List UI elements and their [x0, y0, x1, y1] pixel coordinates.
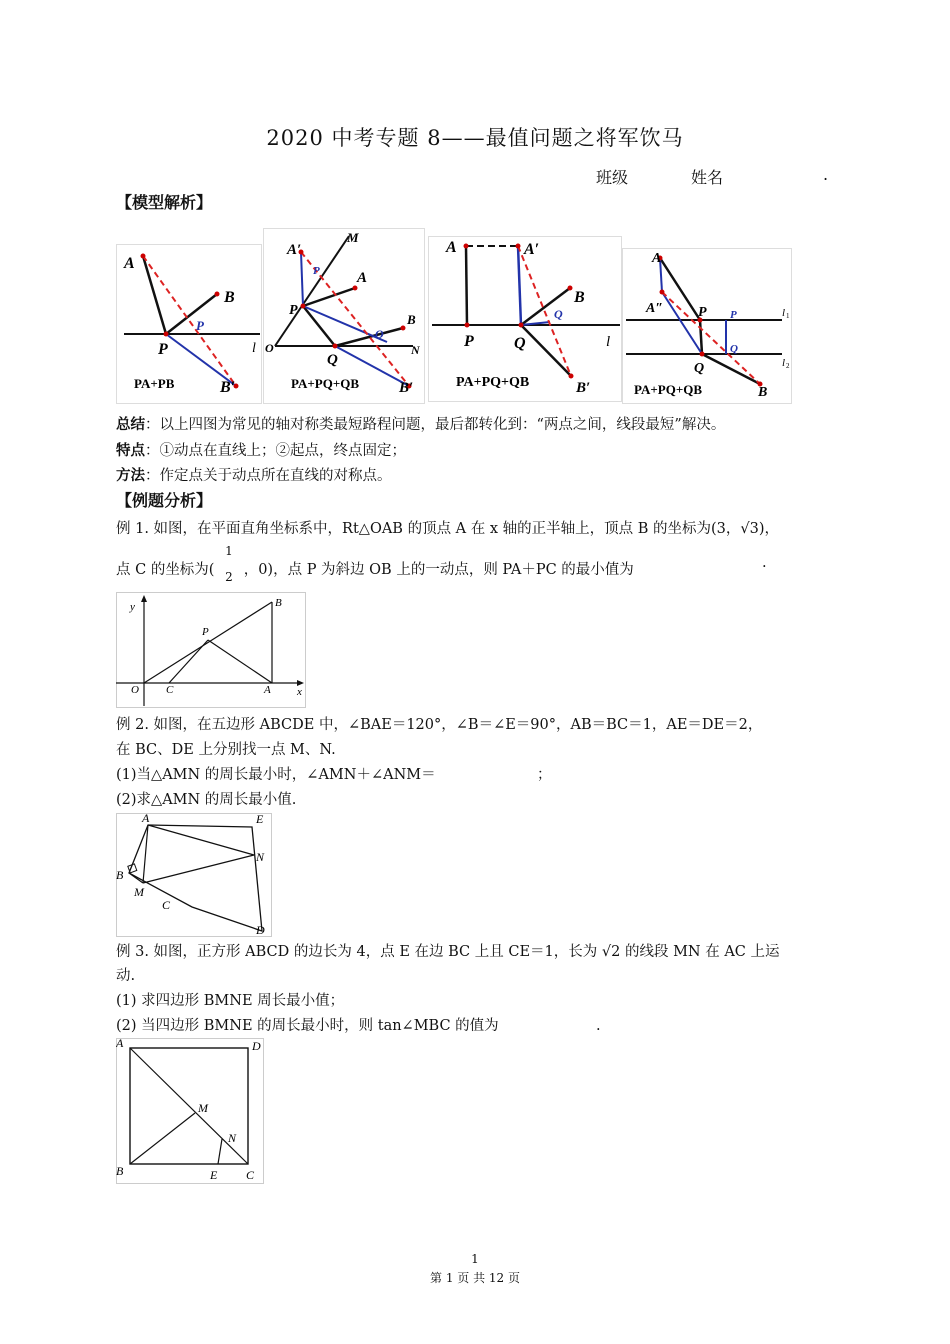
svg-text:A: A [357, 270, 368, 286]
svg-text:Q: Q [554, 307, 563, 321]
section-model-heading: 【模型解析】 [116, 193, 213, 212]
svg-text:y: y [130, 601, 135, 613]
name-label: 姓名 [691, 168, 724, 187]
svg-text:Q: Q [327, 352, 338, 368]
ex2-q1: (1)当△AMN 的周长最小时，∠AMN＋∠ANM＝ [116, 767, 436, 783]
svg-text:P: P [464, 333, 474, 350]
svg-text:M: M [198, 1101, 208, 1115]
summary-text: ：以上四图为常见的轴对称类最短路程问题，最后都转化到：“两点之间，线段最短”解决。 [145, 417, 726, 433]
ex3-line2: 动. [116, 968, 136, 984]
ex3-q2-end: . [596, 1018, 601, 1034]
method-label: 方法 [116, 467, 145, 484]
method-paragraph [116, 465, 392, 487]
svg-text:D: D [256, 923, 265, 937]
svg-text:1: 1 [786, 312, 790, 320]
svg-text:A: A [116, 1038, 124, 1050]
ex1-frac-num: 1 [225, 544, 233, 558]
svg-text:A′: A′ [524, 241, 540, 258]
model-figure-3 [428, 236, 622, 402]
svg-text:B′: B′ [220, 379, 236, 396]
svg-text:E: E [256, 813, 264, 826]
svg-text:O: O [265, 341, 274, 355]
ex1-fraction [219, 544, 239, 584]
ex1-line2-end: . [762, 555, 767, 571]
svg-text:B: B [758, 385, 768, 400]
class-label: 班级 [596, 168, 629, 187]
svg-text:N: N [228, 1131, 237, 1145]
svg-text:l: l [782, 307, 786, 319]
svg-text:Q: Q [730, 343, 738, 355]
svg-text:P: P [698, 305, 707, 320]
svg-text:B: B [224, 289, 235, 306]
ex2-line2: 在 BC、DE 上分别找一点 M、N. [116, 742, 336, 758]
svg-text:M: M [134, 885, 144, 899]
summary-label: 总结 [116, 416, 145, 433]
ex2-q2: (2)求△AMN 的周长最小值. [116, 792, 297, 808]
svg-text:B: B [116, 1164, 124, 1178]
svg-text:A″: A″ [646, 301, 664, 316]
ex3-figure [116, 1038, 264, 1184]
summary-paragraph [116, 414, 725, 436]
ex1-figure [116, 592, 306, 708]
svg-text:P: P [289, 303, 298, 318]
ex3-q1: (1) 求四边形 BMNE 周长最小值； [116, 993, 345, 1009]
svg-text:N: N [411, 343, 420, 357]
model-1-caption: PA+PB [134, 376, 175, 391]
svg-text:A′: A′ [287, 242, 302, 258]
svg-text:P: P [196, 318, 204, 333]
svg-text:A: A [446, 239, 457, 256]
svg-text:A: A [652, 251, 662, 266]
svg-text:B: B [275, 597, 282, 609]
ex1-line2a: 点 C 的坐标为( [116, 562, 215, 578]
section-example-heading: 【例题分析】 [116, 491, 213, 510]
ex2-figure [116, 813, 272, 937]
model-3-caption: PA+PQ+QB [456, 375, 530, 390]
ex3-q2: (2) 当四边形 BMNE 的周长最小时，则 tan∠MBC 的值为 [116, 1018, 499, 1034]
model-figure-2 [263, 228, 425, 404]
svg-text:A: A [142, 813, 150, 825]
footer-page-text: 第 1 页 共 12 页 [430, 1271, 520, 1285]
svg-text:P: P [158, 341, 168, 358]
svg-text:A: A [124, 255, 135, 272]
method-text: ：作定点关于动点所在直线的对称点。 [145, 468, 392, 484]
name-end: . [823, 165, 829, 184]
feature-label: 特点 [116, 442, 145, 459]
svg-text:l: l [782, 357, 786, 369]
model-figure-1 [116, 244, 262, 404]
ex2-line1: 例 2. 如图，在五边形 ABCDE 中，∠BAE＝120°，∠B＝∠E＝90°，AB＝BC＝1，AE＝DE＝2， [116, 717, 763, 733]
ex3-line1: 例 3. 如图，正方形 ABCD 的边长为 4，点 E 在边 BC 上且 CE＝1，长为 √2 的线段 MN 在 AC 上运 [116, 944, 780, 960]
model-figure-4 [622, 248, 792, 404]
svg-text:B′: B′ [576, 380, 591, 396]
svg-text:B: B [574, 289, 585, 306]
svg-text:x: x [297, 686, 302, 698]
svg-text:A: A [264, 684, 271, 696]
feature-paragraph [116, 440, 406, 462]
svg-text:2: 2 [786, 362, 790, 370]
svg-text:P: P [202, 626, 209, 638]
svg-text:N: N [256, 850, 265, 864]
svg-text:l: l [606, 334, 611, 350]
svg-text:Q: Q [514, 335, 526, 352]
footer-page-number: 1 [471, 1252, 479, 1266]
feature-text: ：①动点在直线上；②起点，终点固定； [145, 443, 406, 459]
svg-text:Q: Q [694, 361, 705, 376]
ex1-frac-den: 2 [225, 570, 233, 584]
svg-text:C: C [246, 1168, 255, 1182]
svg-text:O: O [131, 684, 139, 696]
ex1-line2 [116, 544, 634, 584]
svg-text:D: D [252, 1039, 261, 1053]
svg-text:Q: Q [375, 327, 384, 341]
svg-text:C: C [162, 898, 171, 912]
svg-text:C: C [166, 684, 174, 696]
svg-text:l: l [252, 341, 256, 356]
ex1-line1: 例 1. 如图，在平面直角坐标系中，Rt△OAB 的顶点 A 在 x 轴的正半轴上，顶点 B 的坐标为(3，√3)， [116, 521, 780, 537]
svg-text:E: E [210, 1168, 218, 1182]
svg-text:P: P [313, 265, 320, 277]
svg-text:B: B [407, 312, 416, 327]
model-4-caption: PA+PQ+QB [634, 382, 703, 397]
page-title: 2020 中考专题 8——最值问题之将军饮马 [266, 126, 684, 150]
model-2-caption: PA+PQ+QB [291, 376, 360, 391]
ex1-line2b: ，0)，点 P 为斜边 OB 上的一动点，则 PA＋PC 的最小值为 [243, 562, 634, 578]
svg-text:B: B [116, 868, 124, 882]
ex2-q1-end: ； [537, 767, 552, 783]
svg-text:B′: B′ [399, 380, 414, 396]
svg-text:M: M [347, 230, 359, 245]
svg-text:P: P [730, 309, 737, 321]
